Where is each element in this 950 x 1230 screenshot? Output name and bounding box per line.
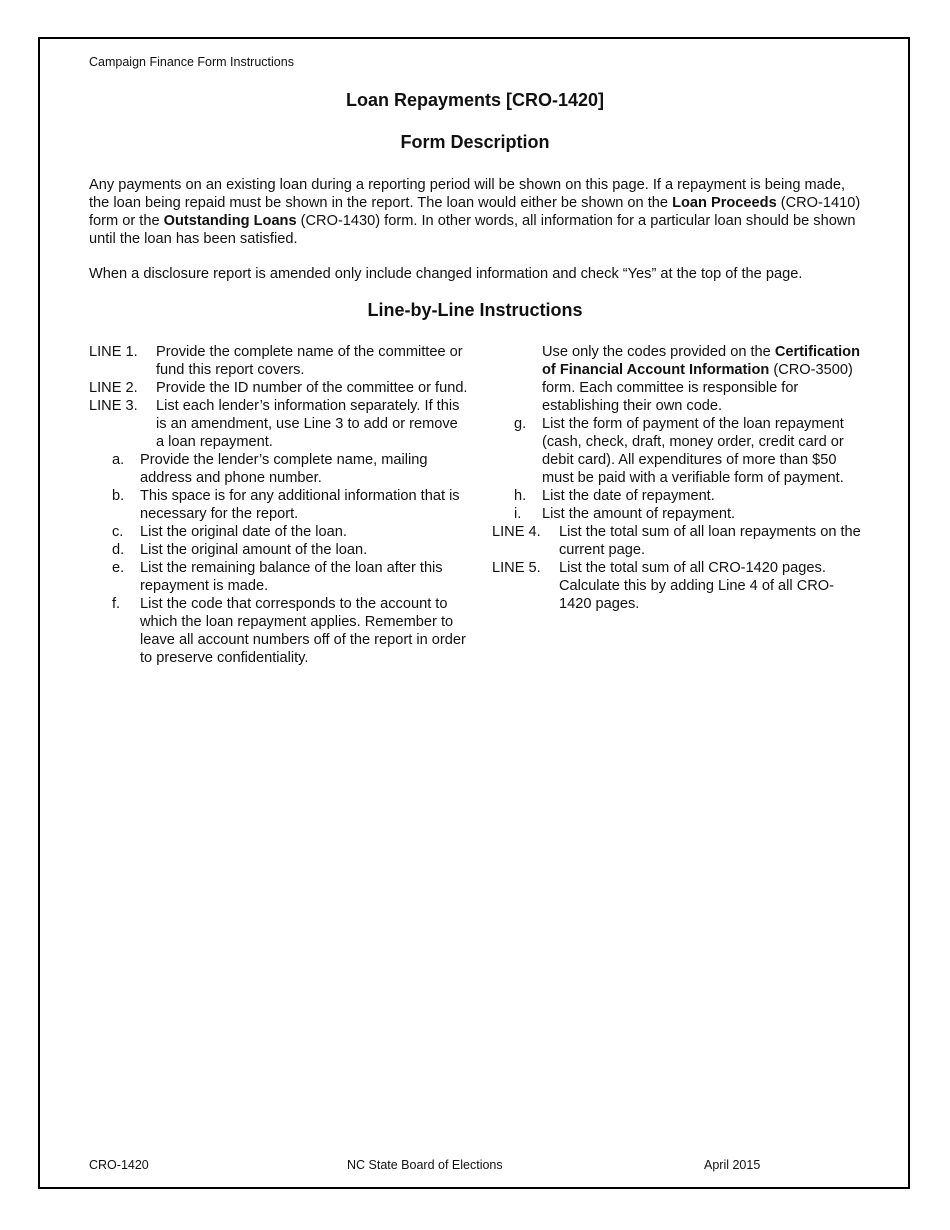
footer-date: April 2015 — [704, 1158, 761, 1172]
line-3e-item — [89, 559, 469, 595]
line-3i-text: List the amount of repayment. — [542, 506, 736, 522]
line-3d-label: d. — [112, 542, 125, 558]
line-3f-continued: Use only the codes provided on the Certification of Financial Account Information (CRO-3500) form. Each committee is responsible for establishing their own code. — [542, 344, 860, 414]
document-header: Campaign Finance Form Instructions — [89, 55, 294, 69]
line-3-text: List each lender’s information separately. If this is an amendment, use Line 3 to add or remove a loan repayment. — [156, 398, 460, 450]
line-3g-label: g. — [514, 416, 527, 432]
line-3f-text: List the code that corresponds to the account to which the loan repayment applies. Remember to leave all account numbers off of the report in order to preserve confidentiality. — [140, 596, 466, 666]
line-1-text: Provide the complete name of the committee or fund this report covers. — [156, 344, 463, 378]
line-3a-label: a. — [112, 452, 125, 468]
instructions-heading: Line-by-Line Instructions — [367, 300, 583, 320]
line-3c-text: List the original date of the loan. — [140, 524, 347, 540]
line-4-text: List the total sum of all loan repayments on the current page. — [559, 524, 861, 558]
line-4-label: LINE 4. — [492, 524, 541, 540]
line-3i-item — [492, 505, 864, 523]
line-3f-item — [89, 595, 469, 667]
line-3c-label: c. — [112, 524, 124, 540]
line-5-label: LINE 5. — [492, 560, 541, 576]
form-description-paragraph: Any payments on an existing loan during a reporting period will be shown on this page. If a repayment is being made, the loan being repaid must be shown in the report. The loan would either be shown on the Loan Proceeds (CRO-1410) form or the Outstanding Loans (CRO-1430) form. In other words, all information for a particular loan should be shown until the loan has been satisfied. — [89, 177, 861, 247]
line-3-label: LINE 3. — [89, 398, 138, 414]
line-3c-item — [89, 523, 469, 541]
line-2-item — [89, 379, 469, 397]
line-1-label: LINE 1. — [89, 344, 138, 360]
line-3e-text: List the remaining balance of the loan after this repayment is made. — [140, 560, 443, 594]
line-3e-label: e. — [112, 560, 125, 576]
page-title: Loan Repayments [CRO-1420] — [345, 90, 605, 110]
instructions-left-column — [89, 343, 469, 667]
form-description-heading: Form Description — [400, 132, 550, 152]
line-3f-label: f. — [112, 596, 121, 612]
line-3g-text: List the form of payment of the loan repayment (cash, check, draft, money order, credit card or debit card). All expenditures of more than $50 must be paid with a verifiable form of payment. — [542, 416, 844, 486]
line-2-label: LINE 2. — [89, 380, 138, 396]
line-3d-item — [89, 541, 469, 559]
line-3a-text: Provide the lender’s complete name, mailing address and phone number. — [140, 452, 428, 486]
line-5-item — [492, 559, 864, 613]
instructions-right-column — [492, 343, 864, 613]
footer-form-number: CRO-1420 — [89, 1158, 149, 1172]
footer-agency: NC State Board of Elections — [347, 1158, 503, 1172]
line-4-item — [492, 523, 864, 559]
line-3-item — [89, 397, 469, 451]
line-3a-item — [89, 451, 469, 487]
line-3b-text: This space is for any additional information that is necessary for the report. — [140, 488, 460, 522]
line-3h-text: List the date of repayment. — [542, 488, 715, 504]
line-3i-label: i. — [514, 506, 522, 522]
line-1-item — [89, 343, 469, 379]
line-3b-item — [89, 487, 469, 523]
line-3h-label: h. — [514, 488, 527, 504]
line-2-text: Provide the ID number of the committee or fund. — [156, 380, 468, 396]
line-3h-item — [492, 487, 864, 505]
line-3g-item — [492, 415, 864, 487]
line-3d-text: List the original amount of the loan. — [140, 542, 368, 558]
amendment-paragraph: When a disclosure report is amended only include changed information and check “Yes” at the top of the page. — [89, 266, 803, 282]
line-5-text: List the total sum of all CRO-1420 pages. Calculate this by adding Line 4 of all CRO-1420 pages. — [559, 560, 834, 612]
line-3b-label: b. — [112, 488, 125, 504]
